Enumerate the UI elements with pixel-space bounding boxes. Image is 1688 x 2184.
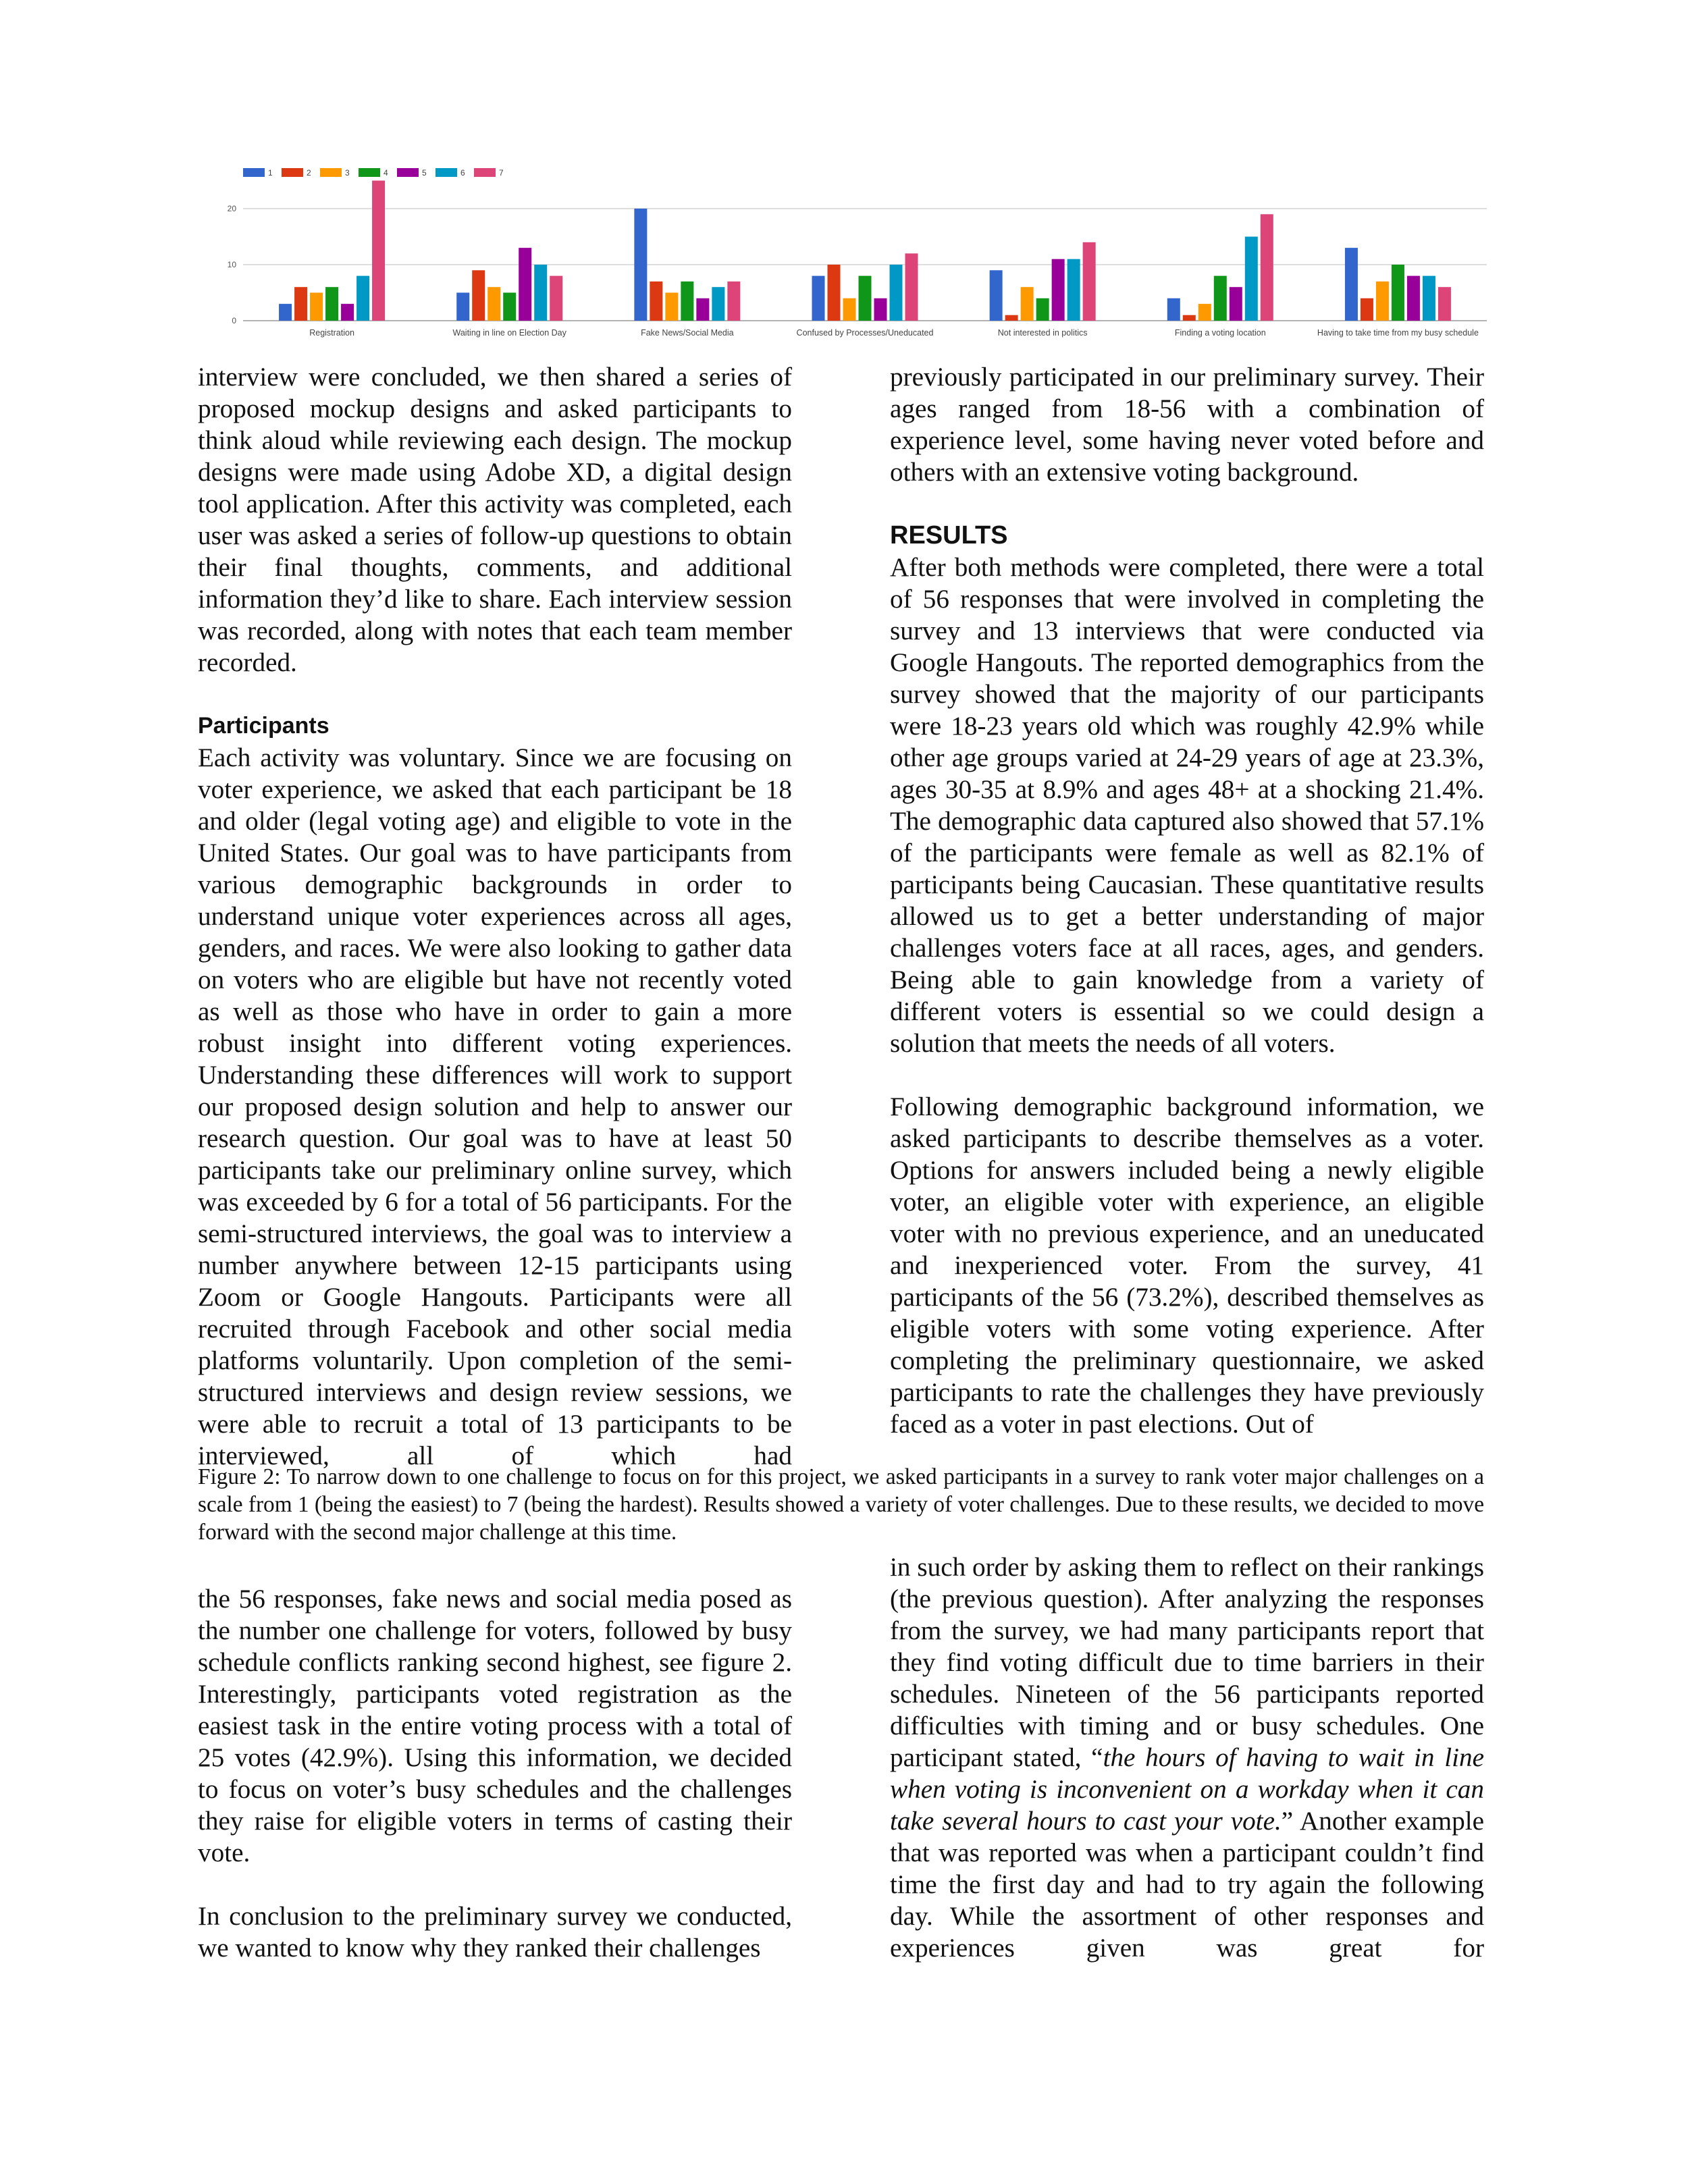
- category-label-1: Waiting in line on Election Day: [452, 328, 566, 338]
- bar-3-series-1: [812, 276, 825, 321]
- chart-legend: [243, 168, 504, 178]
- bar-4-series-5: [1052, 259, 1065, 321]
- legend-swatch-6: [436, 168, 457, 177]
- chart-category-labels: [309, 328, 1479, 338]
- bar-3-series-5: [874, 298, 887, 321]
- bar-0-series-3: [310, 293, 323, 321]
- category-label-3: Confused by Processes/Uneducated: [796, 328, 934, 338]
- bar-2-series-5: [696, 298, 709, 321]
- legend-swatch-3: [320, 168, 342, 177]
- bar-1-series-4: [503, 293, 516, 321]
- category-label-2: Fake News/Social Media: [641, 328, 734, 338]
- right-column-top: [890, 361, 1484, 1440]
- bar-1-series-7: [550, 276, 562, 321]
- bar-0-series-5: [341, 304, 354, 321]
- legend-swatch-7: [474, 168, 496, 177]
- chart-gridlines: [228, 204, 1487, 325]
- bar-6-series-7: [1438, 287, 1451, 321]
- bar-6-series-6: [1423, 276, 1435, 321]
- bar-6-series-1: [1345, 248, 1358, 321]
- challenges-paragraph: the 56 responses, fake news and social media posed as the number one challenge for voters, followed by busy schedule conflicts ranking second highest, see figure 2. Interestingly, participants voted registration as the easiest task in the entire voting process with a total of 25 votes (42.9%). Using this information, we decided to focus on voter’s busy schedules and the challenges they raise for eligible voters in terms of casting their vote.: [198, 1584, 792, 1867]
- legend-label-5: 5: [422, 168, 427, 178]
- legend-label-2: 2: [307, 168, 311, 178]
- bar-2-series-7: [727, 282, 740, 321]
- bar-3-series-2: [828, 265, 841, 321]
- bar-3-series-3: [843, 298, 856, 321]
- legend-swatch-1: [243, 168, 265, 177]
- left-column-bottom: [198, 1583, 792, 1964]
- participants-paragraph: Each activity was voluntary. Since we are focusing on voter experience, we asked that each participant be 18 and older (legal voting age) and eligible to vote in the United States. Our goal was to have participants from various demographic backgrounds in order to understand unique voter experiences across all ages, genders, and races. We were also looking to gather data on voters who are eligible but have not recently voted as well as those who have in order to gain a more robust insight into different voting experiences. Understanding these differences will work to support our proposed design solution and help to answer our research question. Our goal was to have at least 50 participants take our preliminary online survey, which was exceeded by 6 for a total of 56 participants. For the semi-structured interviews, the goal was to interview a number anywhere between 12-15 participants using Zoom or Google Hangouts. Participants were all recruited through Facebook and other social media platforms voluntarily. Upon completion of the semi-structured interviews and design review sessions, we were able to recruit a total of 13 participants to be interviewed, all of which had: [198, 743, 792, 1470]
- bar-6-series-5: [1407, 276, 1420, 321]
- conclusion-paragraph: In conclusion to the preliminary survey we conducted, we wanted to know why they ranked their challenges: [198, 1902, 792, 1963]
- y-tick-label: 10: [227, 260, 236, 269]
- bar-2-series-6: [712, 287, 724, 321]
- legend-label-4: 4: [384, 168, 388, 178]
- figure-caption-text: Figure 2: To narrow down to one challenge to focus on for this project, we asked participants in a survey to rank voter major challenges on a scale from 1 (being the easiest) to 7 (being the hardest). Results showed a variety of voter challenges. Due to these results, we decided to move forward with the second major challenge at this time.: [198, 1464, 1484, 1545]
- rankings-text-start: in such order by asking them to reflect on their rankings (the previous question). After analyzing the responses from the survey, we had many participants report that they find voting difficult due to time barriers in their schedules. Nineteen of the 56 participants reported difficulties with timing and or busy schedules. One participant stated, “: [890, 1553, 1484, 1772]
- bar-4-series-2: [1005, 315, 1018, 321]
- bar-4-series-7: [1083, 242, 1096, 321]
- bar-2-series-2: [650, 282, 662, 321]
- results-paragraph: After both methods were completed, there were a total of 56 responses that were involved in completing the survey and 13 interviews that were conducted via Google Hangouts. The reported demographics from the survey showed that the majority of our participants were 18-23 years old which was roughly 42.9% while other age groups varied at 24-29 years of age at 23.3%, ages 30-35 at 8.9% and ages 48+ at a shocking 21.4%. The demographic data captured also showed that 57.1% of the participants were female as well as 82.1% of participants being Caucasian. These quantitative results allowed us to get a better understanding of major challenges voters face at all races, ages, and genders. Being able to gain knowledge from a variety of different voters is essential so we could design a solution that meets the needs of all voters.: [890, 553, 1484, 1058]
- legend-label-6: 6: [460, 168, 465, 178]
- bar-5-series-3: [1198, 304, 1211, 321]
- participants-continued-paragraph: previously participated in our preliminary survey. Their ages ranged from 18-56 with a combination of experience level, some having never voted before and others with an extensive voting background.: [890, 363, 1484, 487]
- bar-4-series-1: [990, 270, 1003, 321]
- legend-swatch-4: [359, 168, 380, 177]
- bar-2-series-4: [681, 282, 693, 321]
- bar-3-series-4: [859, 276, 872, 321]
- legend-label-3: 3: [345, 168, 350, 178]
- category-label-0: Registration: [309, 328, 354, 338]
- bar-3-series-7: [905, 253, 918, 321]
- bar-6-series-3: [1376, 282, 1389, 321]
- bar-5-series-1: [1167, 298, 1180, 321]
- bar-0-series-7: [372, 181, 385, 321]
- rankings-paragraph: [890, 1551, 1484, 1964]
- bar-5-series-6: [1245, 237, 1258, 321]
- bar-5-series-2: [1183, 315, 1196, 321]
- bar-1-series-6: [534, 265, 547, 321]
- category-label-6: Having to take time from my busy schedule: [1317, 328, 1479, 338]
- legend-label-7: 7: [499, 168, 504, 178]
- participants-heading: Participants: [198, 713, 329, 739]
- bar-4-series-6: [1067, 259, 1080, 321]
- y-tick-label: 20: [227, 204, 236, 213]
- y-tick-label: 0: [232, 316, 236, 325]
- bar-1-series-3: [487, 287, 500, 321]
- legend-swatch-5: [397, 168, 419, 177]
- bar-1-series-1: [456, 293, 469, 321]
- legend-label-1: 1: [268, 168, 273, 178]
- category-label-5: Finding a voting location: [1174, 328, 1266, 338]
- bar-1-series-2: [472, 270, 485, 321]
- bar-1-series-5: [519, 248, 531, 321]
- bar-6-series-4: [1392, 265, 1404, 321]
- left-column-top: [198, 361, 792, 1472]
- figure-2-bar-chart: [223, 159, 1492, 340]
- bar-2-series-3: [665, 293, 678, 321]
- right-column-bottom: [890, 1551, 1484, 1964]
- methods-paragraph: interview were concluded, we then shared a series of proposed mockup designs and asked participants to think aloud while reviewing each design. The mockup designs were made using Adobe XD, a digital design tool application. After this activity was completed, each user was asked a series of follow-up questions to obtain their final thoughts, comments, and additional information they’d like to share. Each interview session was recorded, along with notes that each team member recorded.: [198, 363, 792, 677]
- bar-3-series-6: [890, 265, 903, 321]
- results-heading: RESULTS: [890, 521, 1008, 550]
- legend-swatch-2: [282, 168, 303, 177]
- category-label-4: Not interested in politics: [997, 328, 1088, 338]
- chart-bars: [279, 181, 1451, 321]
- bar-0-series-6: [357, 276, 369, 321]
- figure-2-caption: [198, 1463, 1484, 1546]
- bar-4-series-4: [1036, 298, 1049, 321]
- bar-0-series-2: [294, 287, 307, 321]
- bar-5-series-4: [1214, 276, 1227, 321]
- bar-6-series-2: [1361, 298, 1373, 321]
- bar-0-series-4: [325, 287, 338, 321]
- rankings-text-end: ” Another example that was reported was when a participant couldn’t find time the first day and had to try again the following day. While the assortment of other responses and experiences given was great for: [890, 1807, 1484, 1963]
- bar-2-series-1: [634, 209, 647, 321]
- participant-quote: the hours of having to wait in line when voting is inconvenient on a workday when it can take several hours to cast your vote.: [890, 1743, 1484, 1836]
- bar-5-series-7: [1261, 214, 1273, 321]
- bar-0-series-1: [279, 304, 292, 321]
- voter-type-paragraph: Following demographic background information, we asked participants to describe themselves as a voter. Options for answers included being a newly eligible voter, an eligible voter with experience, an eligible voter with no previous experience, and an uneducated and inexperienced voter. From the survey, 41 participants of the 56 (73.2%), described themselves as eligible voters with some voting experience. After completing the preliminary questionnaire, we asked participants to rate the challenges they have previously faced as a voter in past elections. Out of: [890, 1092, 1484, 1439]
- bar-5-series-5: [1230, 287, 1242, 321]
- bar-4-series-3: [1021, 287, 1034, 321]
